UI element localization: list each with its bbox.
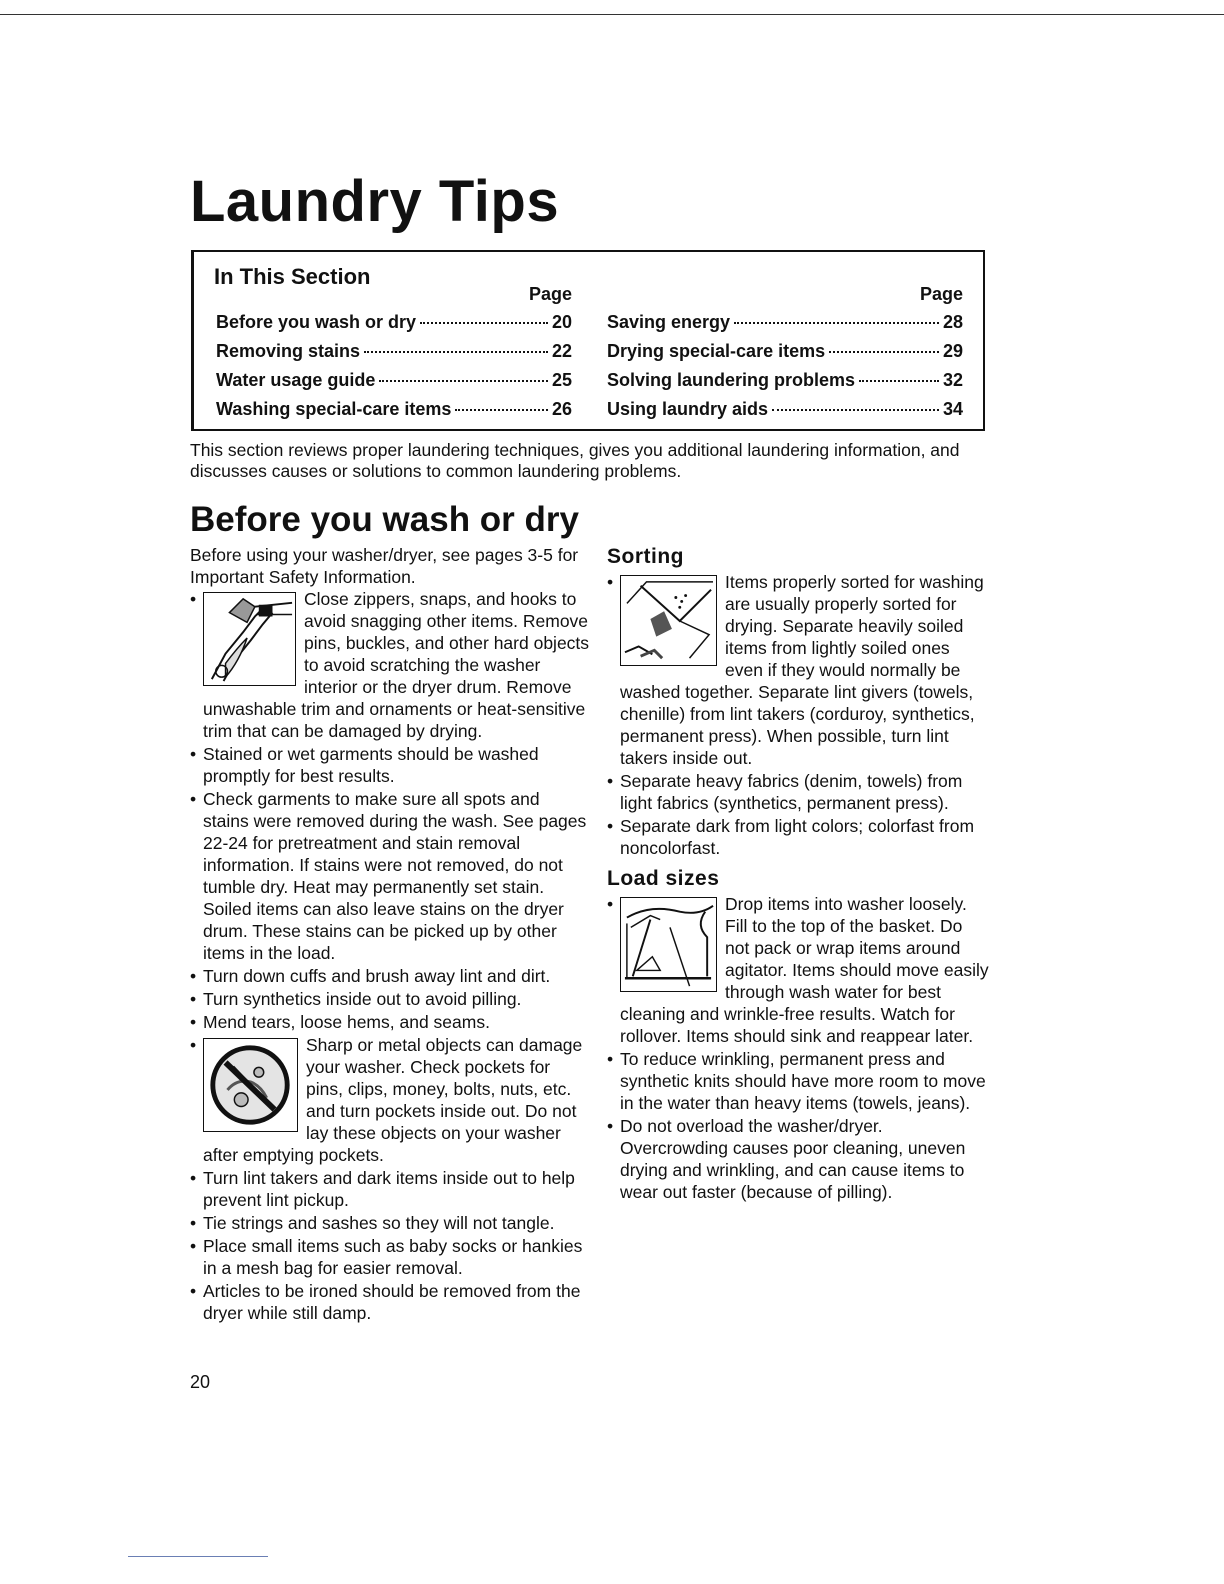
- toc-entry-page: 28: [942, 312, 963, 332]
- toc-entry-label: Before you wash or dry: [216, 312, 417, 332]
- toc-entry-page: 26: [551, 399, 572, 419]
- list-item: [190, 1280, 590, 1324]
- list-item: [190, 1011, 590, 1033]
- list-item: [607, 770, 989, 814]
- toc-leader-dots: [455, 409, 548, 411]
- load-sizes-list: [607, 893, 989, 1203]
- list-item: [190, 788, 590, 964]
- section-intro: This section reviews proper laundering techniques, gives you additional laundering information, and discusses causes or solutions to common laundering problems.: [190, 440, 960, 481]
- toc-entry[interactable]: [216, 312, 572, 341]
- list-item: [607, 893, 989, 1047]
- bullet-text: Articles to be ironed should be removed from the dryer while still damp.: [203, 1281, 581, 1323]
- toc-entry[interactable]: [607, 312, 963, 341]
- bullet-text: Tie strings and sashes so they will not tangle.: [203, 1213, 555, 1233]
- list-item: [190, 1212, 590, 1234]
- toc-entry-label: Saving energy: [607, 312, 731, 332]
- toc-entry-page: 32: [942, 370, 963, 390]
- bullet-text: Sharp or metal objects can damage your washer. Check pockets for pins, clips, money, bolts, nuts, etc. and turn pockets inside out. Do not lay these objects on your washer after emptying pockets.: [203, 1035, 583, 1165]
- list-item: [190, 743, 590, 787]
- right-column: [607, 544, 989, 1204]
- section-heading: Before you wash or dry: [190, 500, 579, 539]
- toc-entry-page: 22: [551, 341, 572, 361]
- toc-entry[interactable]: [607, 341, 963, 370]
- no-sharp-objects-icon: [203, 1038, 298, 1132]
- toc-leader-dots: [829, 351, 939, 353]
- list-item: [607, 1048, 989, 1114]
- section-contents-box: [191, 250, 985, 431]
- toc-page-label: Page: [919, 284, 963, 304]
- toc-entry-page: 34: [942, 399, 963, 419]
- list-item: [190, 1167, 590, 1211]
- bullet-text: Items properly sorted for washing are usually properly sorted for drying. Separate heavily soiled items from lightly soiled ones even if they would normally be washed together. Separate lint givers (towels, chenille) from lint takers (corduroy, synthetics, permanent press). When possible, turn lint takers inside out.: [620, 572, 984, 768]
- bullet-text: Drop items into washer loosely. Fill to the top of the basket. Do not pack or wrap items around agitator. Items should move easily through wash water for best cleaning and wrinkle-free results. Watch for rollover. Items should sink and reappear later.: [620, 894, 989, 1046]
- list-item: [190, 588, 590, 742]
- bottom-rule: [128, 1556, 268, 1557]
- toc-entry-label: Washing special-care items: [216, 399, 452, 419]
- safety-lead: Before using your washer/dryer, see pages 3-5 for Important Safety Information.: [190, 545, 579, 587]
- washer-load-illustration-icon: [620, 897, 717, 992]
- list-item: [190, 1235, 590, 1279]
- load-sizes-heading: Load sizes: [607, 867, 720, 890]
- toc-entry-label: Using laundry aids: [607, 399, 769, 419]
- toc-entry-label: Solving laundering problems: [607, 370, 856, 390]
- bullet-text: Place small items such as baby socks or hankies in a mesh bag for easier removal.: [203, 1236, 583, 1278]
- toc-entry[interactable]: [216, 399, 572, 428]
- toc-entry-page: 20: [551, 312, 572, 332]
- list-item: [607, 571, 989, 769]
- toc-entry[interactable]: [607, 399, 963, 428]
- bullet-text: To reduce wrinkling, permanent press and synthetic knits should have more room to move in the water than heavy items (towels, jeans).: [620, 1049, 986, 1113]
- bullet-text: Separate heavy fabrics (denim, towels) from light fabrics (synthetics, permanent press).: [620, 771, 963, 813]
- list-item: [190, 1034, 590, 1166]
- list-item: [607, 1115, 989, 1203]
- toc-entry-page: 29: [942, 341, 963, 361]
- bullet-text: Do not overload the washer/dryer. Overcrowding causes poor cleaning, uneven drying and wrinkling, and can cause items to wear out faster (because of pilling).: [620, 1116, 966, 1202]
- toc-column-left: [216, 284, 572, 428]
- bullet-text: Close zippers, snaps, and hooks to avoid snagging other items. Remove pins, buckles, and other hard objects to avoid scratching the washer interior or the dryer drum. Remove unwashable trim and ornaments or heat-sensitive trim that can be damaged by drying.: [203, 589, 590, 741]
- toc-entry[interactable]: [607, 370, 963, 399]
- list-item: [607, 815, 989, 859]
- bullet-text: Turn down cuffs and brush away lint and dirt.: [203, 966, 551, 986]
- toc-heading: In This Section: [214, 264, 371, 289]
- toc-column-right: [607, 284, 963, 428]
- toc-entry[interactable]: [216, 341, 572, 370]
- toc-leader-dots: [364, 351, 548, 353]
- page-title: Laundry Tips: [190, 169, 560, 234]
- bullet-text: Separate dark from light colors; colorfast from noncolorfast.: [620, 816, 975, 858]
- top-rule: [0, 14, 1224, 15]
- sorting-clothes-illustration-icon: [620, 575, 717, 666]
- toc-leader-dots: [772, 409, 939, 411]
- toc-leader-dots: [859, 380, 939, 382]
- bullet-text: Turn synthetics inside out to avoid pilling.: [203, 989, 522, 1009]
- zipper-illustration-icon: [203, 592, 296, 686]
- toc-entry[interactable]: [216, 370, 572, 399]
- toc-leader-dots: [379, 380, 548, 382]
- toc-page-label: Page: [528, 284, 572, 304]
- sorting-list: [607, 571, 989, 859]
- bullet-text: Mend tears, loose hems, and seams.: [203, 1012, 490, 1032]
- toc-entry-label: Removing stains: [216, 341, 361, 361]
- bullet-text: Turn lint takers and dark items inside out to help prevent lint pickup.: [203, 1168, 575, 1210]
- left-column: [190, 544, 590, 1325]
- toc-entry-page: 25: [551, 370, 572, 390]
- toc-leader-dots: [734, 322, 939, 324]
- page-number: 20: [190, 1372, 211, 1392]
- bullet-text: Check garments to make sure all spots and stains were removed during the wash. See pages 22-24 for pretreatment and stain removal information. If stains were not removed, do not tumble dry. Heat may permanently set stain. Soiled items can also leave stains on the dryer drum. These stains can be picked up by other items in the load.: [203, 789, 587, 963]
- toc-entry-label: Water usage guide: [216, 370, 376, 390]
- list-item: [190, 965, 590, 987]
- toc-entry-label: Drying special-care items: [607, 341, 826, 361]
- list-item: [190, 988, 590, 1010]
- prep-list: [190, 588, 590, 1324]
- sorting-heading: Sorting: [607, 545, 684, 568]
- toc-leader-dots: [420, 322, 548, 324]
- bullet-text: Stained or wet garments should be washed promptly for best results.: [203, 744, 539, 786]
